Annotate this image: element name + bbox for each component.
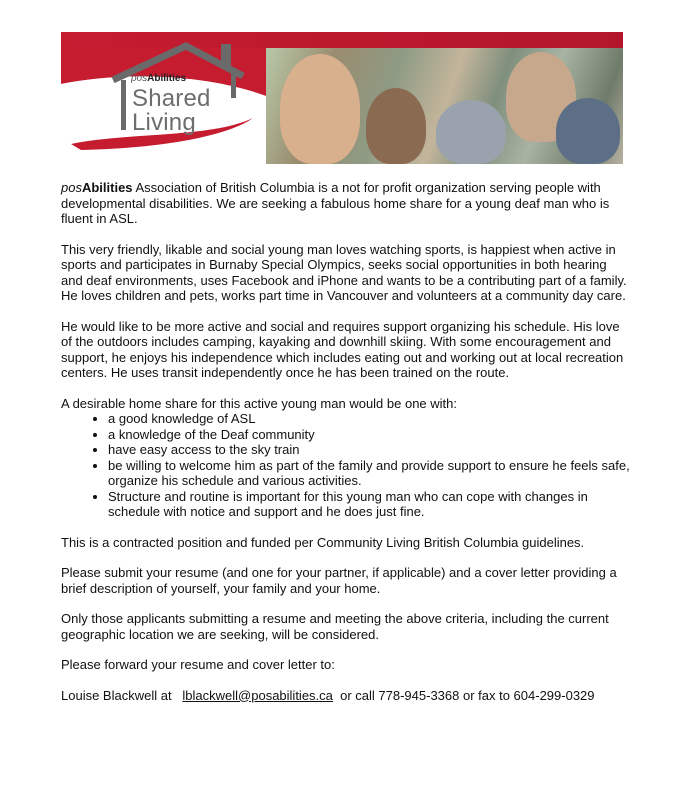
contact-name: Louise Blackwell at bbox=[61, 687, 172, 703]
contract-paragraph: This is a contracted position and funded per Community Living British Columbia guidelines. bbox=[61, 534, 585, 550]
family-photo bbox=[266, 48, 623, 164]
logo-shared-text: Shared bbox=[132, 85, 211, 112]
photo-person-man-bluejays bbox=[556, 98, 620, 164]
list-item: • a knowledge of the Deaf community bbox=[108, 427, 631, 443]
contact-line bbox=[61, 688, 631, 704]
requirements-list bbox=[61, 411, 631, 520]
chimney-icon bbox=[221, 44, 231, 66]
logo-brand-name bbox=[131, 73, 186, 84]
submit-paragraph: Please submit your resume (and one for your partner, if applicable) and a cover letter providing a brief description of yourself, your family and your home. bbox=[61, 565, 617, 596]
criteria-paragraph: Only those applicants submitting a resume and meeting the above criteria, including the current geographic location we are seeking, will be considered. bbox=[61, 611, 609, 642]
intro-text: Association of British Columbia is a not for profit organization serving people with developmental disabilities. We are seeking a fabulous home share for a young deaf man who is fluent in ASL. bbox=[61, 180, 610, 226]
email-link[interactable]: lblackwell@posabilities.ca bbox=[182, 687, 333, 703]
body-paragraph-1: This very friendly, likable and social young man loves watching sports, is happiest when active in sports and participates in Burnaby Special Olympics, seeks social opportunities in both hearing and deaf environments, uses Facebook and iPhone and wants to be a contributing part of a family. He loves children and pets, works part time in Vancouver and volunteers at a community day care. bbox=[61, 241, 627, 303]
header-banner bbox=[61, 32, 623, 164]
list-intro: A desirable home share for this active young man would be one with: bbox=[61, 395, 458, 411]
forward-paragraph: Please forward your resume and cover letter to: bbox=[61, 657, 335, 672]
list-item: • be willing to welcome him as part of the family and provide support to ensure he feels safe, organize his schedule and various activities. bbox=[108, 458, 631, 489]
logo-brand-abilities: Abilities bbox=[147, 73, 187, 84]
logo-brand-pos: pos bbox=[131, 73, 148, 84]
intro-paragraph bbox=[61, 180, 631, 227]
document-body bbox=[61, 180, 631, 718]
photo-person-woman bbox=[280, 54, 360, 164]
photo-person-man-cap bbox=[436, 100, 506, 164]
list-item: • Structure and routine is important for this young man who can cope with changes in schedule with notice and support and he does just fine. bbox=[108, 489, 631, 520]
intro-brand-pos: pos bbox=[61, 180, 82, 195]
logo-living-text: Living bbox=[132, 109, 196, 136]
contact-phone-fax: or call 778-945-3368 or fax to 604-299-0329 bbox=[340, 687, 595, 703]
house-wall-left bbox=[121, 80, 126, 130]
intro-brand-abilities: Abilities bbox=[81, 180, 133, 195]
list-item: • a good knowledge of ASL bbox=[108, 411, 631, 427]
list-item: • have easy access to the sky train bbox=[108, 442, 631, 458]
body-paragraph-2: He would like to be more active and social and requires support organizing his schedule. His love of the outdoors includes camping, kayaking and downhill skiing. With some encouragement and support, he enjoys his independence which includes eating out and working out at local recreation centers. He uses transit independently once he has been trained on the route. bbox=[61, 318, 624, 380]
house-wall-right bbox=[231, 74, 236, 98]
photo-person-boy bbox=[366, 88, 426, 164]
